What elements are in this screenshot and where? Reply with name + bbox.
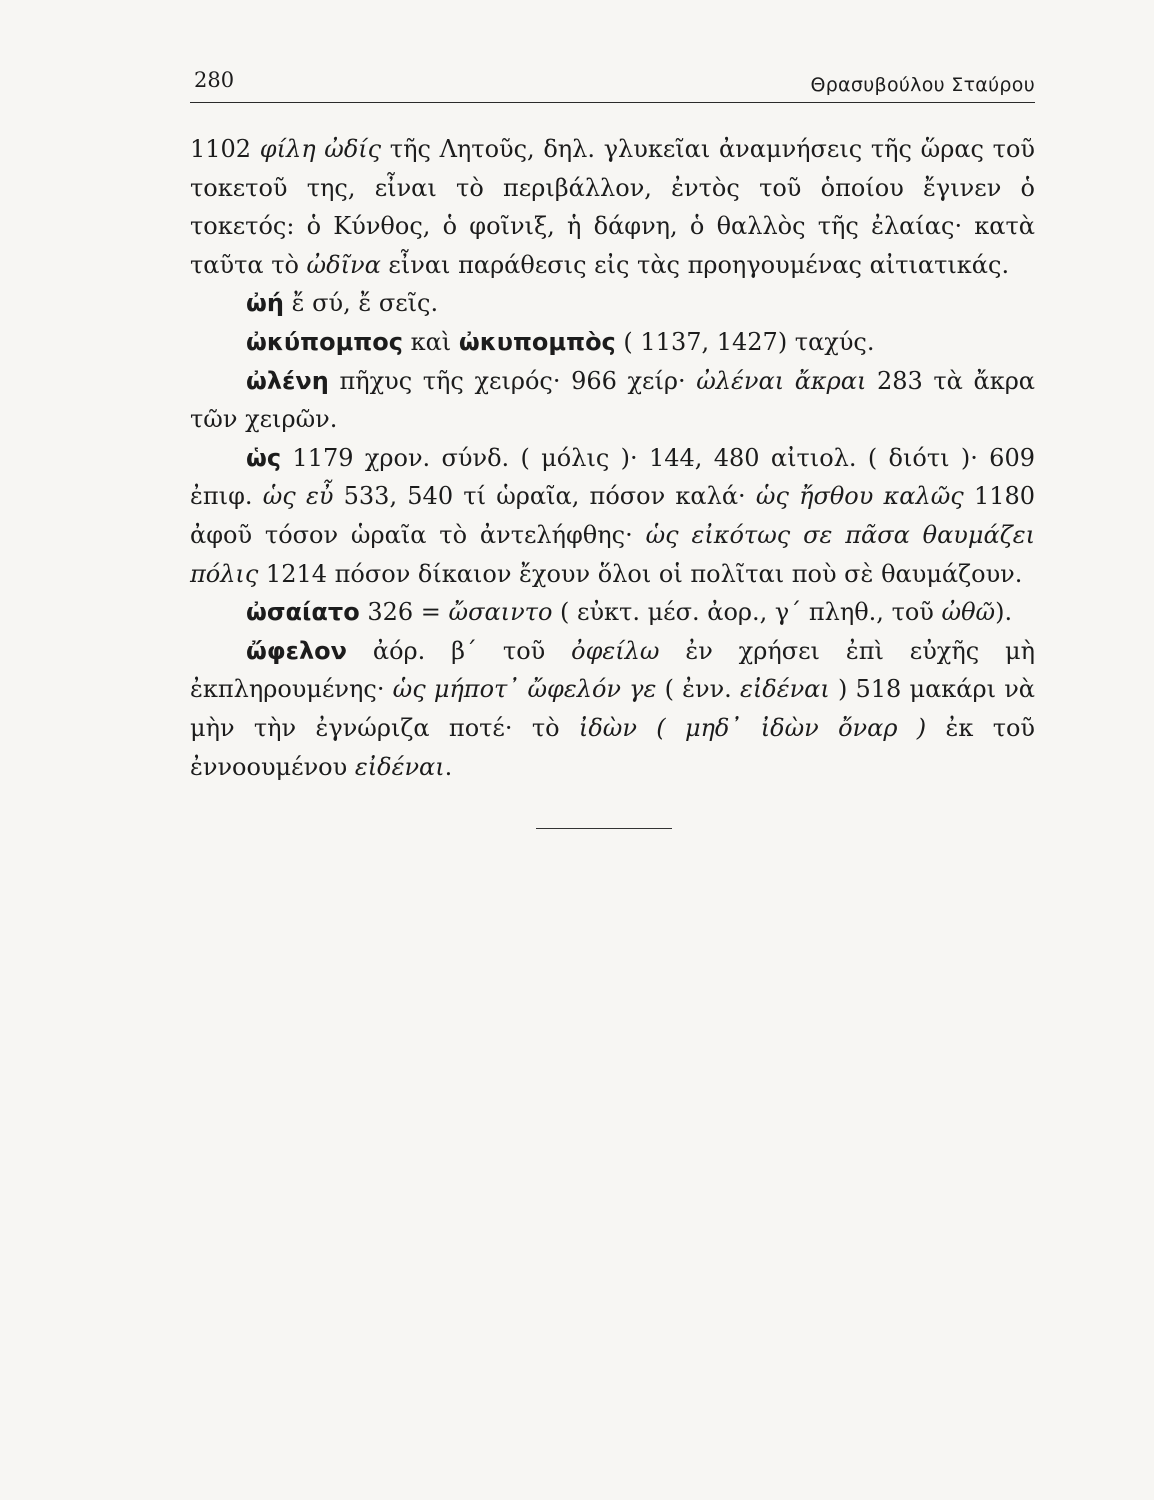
entry-olene bbox=[190, 362, 1035, 439]
entry-italic: ὡς ἤσθου καλῶς bbox=[755, 482, 964, 511]
entry-italic: φίλη ὠδίς bbox=[259, 135, 382, 163]
page-header bbox=[190, 62, 1035, 103]
entry-oe bbox=[190, 284, 1035, 323]
entry-text: ). bbox=[995, 598, 1013, 627]
end-separator-rule bbox=[536, 828, 672, 829]
entry-text: εἶναι παράθεσις εἰς τὰς προηγουμένας αἰτιατικάς. bbox=[380, 250, 1010, 279]
headword: ὠκυπομπὸς bbox=[458, 327, 616, 356]
entry-text: . bbox=[444, 752, 453, 781]
running-title: Θρασυβούλου Σταύρου bbox=[810, 74, 1035, 96]
entry-text: τῆς Λητοῦς, δηλ. γλυκεῖαι ἀναμνήσεις τῆς ὥρας τοῦ τοκετοῦ της, εἶναι τὸ περιβάλλον, ἐντὸς τοῦ ὁποίου ἔγινεν ὁ τοκετός: ὁ Κύνθος, ὁ φοῖνιξ, ἡ δάφνη, ὁ θαλλὸς τῆς ἐλαίας· κατὰ ταῦτα τὸ bbox=[190, 135, 1035, 279]
entry-text: ( 1137, 1427) ταχύς. bbox=[615, 327, 875, 356]
entry-ofelon bbox=[190, 632, 1035, 786]
entry-text: ( εὐκτ. μέσ. ἀορ., γ΄ πληθ., τοῦ bbox=[552, 598, 942, 627]
entry-text: ἔ σύ, ἔ σεῖς. bbox=[283, 289, 439, 318]
entry-italic: ὤσαιντο bbox=[448, 598, 553, 627]
entry-text: 283 τὰ ἄκρα τῶν χειρῶν. bbox=[190, 366, 1036, 434]
page-number: 280 bbox=[194, 68, 235, 92]
entry-italic: ὡς εὖ bbox=[262, 482, 334, 511]
entry-text: 533, 540 τί ὡραῖα, πόσον καλά· bbox=[333, 482, 756, 511]
entry-text: ( ἐνν. bbox=[656, 675, 740, 704]
headword: ὠλένη bbox=[246, 366, 329, 395]
entry-os bbox=[190, 439, 1035, 593]
entry-text: πῆχυς τῆς χειρός· 966 χείρ· bbox=[328, 366, 697, 395]
entry-text: 1179 χρον. σύνδ. ( μόλις )· 144, 480 αἰτιολ. ( διότι )· 609 ἐπιφ. bbox=[190, 443, 1035, 511]
entry-italic: ὠθῶ bbox=[941, 598, 996, 627]
headword: ὡς bbox=[246, 443, 282, 472]
entry-italic: εἰδέναι bbox=[739, 675, 830, 704]
entry-text: 326 = bbox=[359, 598, 449, 627]
entry-okypompos bbox=[190, 323, 1035, 362]
entry-italic: ὠδῖνα bbox=[306, 250, 381, 279]
glossary-body bbox=[190, 130, 1035, 786]
entry-text: 1180 ἀφοῦ τόσον ὡραῖα τὸ ἀντελήφθης· bbox=[190, 482, 1036, 549]
entry-text: καὶ bbox=[402, 327, 459, 356]
entry-text: ἐκ τοῦ ἐννοουμένου bbox=[190, 713, 1036, 781]
entry-italic: εἰδέναι bbox=[354, 752, 445, 781]
entry-text: ) 518 μακάρι νὰ μὴν τὴν ἐγνώριζα ποτέ· τὸ bbox=[190, 675, 1035, 742]
entry-italic: ὡς εἰκότως σε πᾶσα θαυμάζει πόλις bbox=[190, 520, 1036, 588]
headword: ὠή bbox=[246, 289, 284, 318]
headword: ὠσαίατο bbox=[246, 598, 360, 627]
entry-italic: ὠλέναι ἄκραι bbox=[696, 366, 867, 395]
entry-italic: ὡς μήποτ᾽ ὤφελόν γε bbox=[392, 675, 657, 704]
headword: ὠκύπομπος bbox=[246, 327, 403, 356]
entry-osaiato bbox=[190, 593, 1035, 632]
entry-text: 1214 πόσον δίκαιον ἔχουν ὅλοι οἱ πολῖται ποὺ σὲ θαυμάζουν. bbox=[258, 559, 1023, 588]
entry-text: ἀόρ. β΄ τοῦ bbox=[347, 636, 572, 665]
entry-text: 1102 bbox=[190, 135, 260, 163]
entry-1102 bbox=[190, 130, 1035, 284]
headword: ὤφελον bbox=[246, 636, 348, 665]
entry-text: ἐν χρήσει ἐπὶ εὐχῆς μὴ ἐκπληρουμένης· bbox=[190, 636, 1035, 704]
entry-italic: ὀφείλω bbox=[571, 636, 660, 665]
entry-italic: ἰδὼν ( μηδ᾽ ἰδὼν ὄναρ ) bbox=[578, 713, 927, 742]
